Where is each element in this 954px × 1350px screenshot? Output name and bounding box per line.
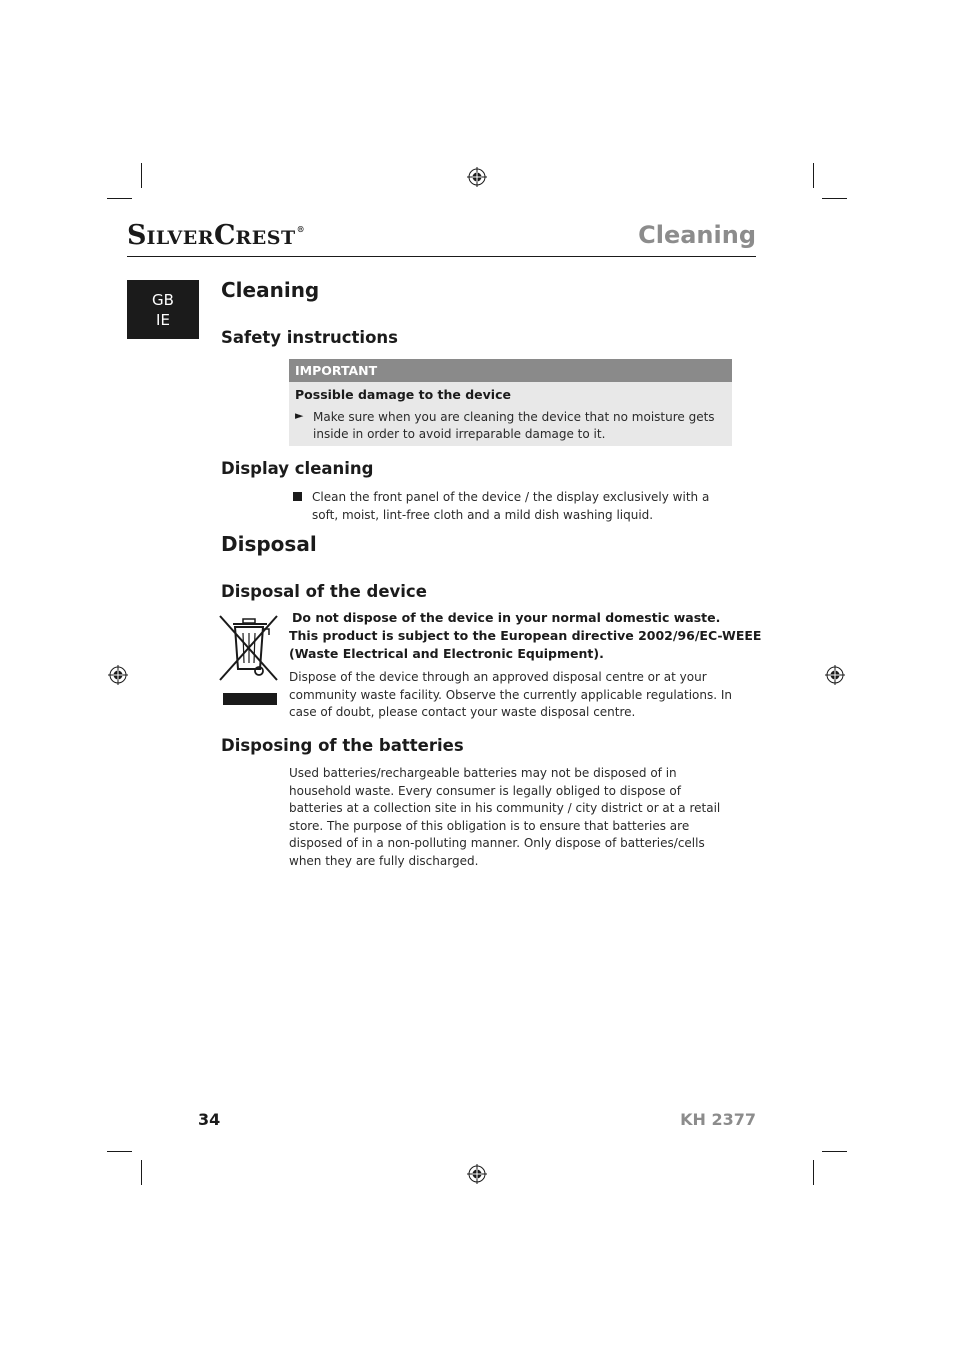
crop-mark	[107, 198, 132, 199]
display-cleaning-heading: Display cleaning	[221, 459, 374, 478]
logo-letters: ILVER	[146, 227, 215, 249]
model-number: KH 2377	[680, 1110, 756, 1129]
header-section-title: Cleaning	[638, 221, 756, 249]
display-cleaning-text: Clean the front panel of the device / the display exclusively with a soft, moist, lint-free cloth and a mild dish washing liquid.	[312, 490, 710, 522]
disposal-warning-line: Do not dispose of the device in your normal domestic waste.	[292, 610, 721, 625]
cleaning-title: Cleaning	[221, 278, 320, 302]
logo-letter: C	[214, 220, 236, 251]
registration-mark-icon	[108, 665, 128, 685]
disposal-directive-line: This product is subject to the European directive 2002/96/EC-WEEE	[289, 628, 762, 643]
brand-logo	[127, 220, 305, 251]
disposal-batteries-text: Used batteries/rechargeable batteries may not be disposed of in household waste. Every consumer is legally obliged to dispose of batteries at a collection site in his community / city district or at a retail store. The purpose of this obligation is to ensure that batteries are disposed of in a non-polluting manner. Only dispose of batteries/cells when they are fully discharged.	[289, 766, 721, 868]
registered-mark: ®	[296, 224, 305, 234]
crop-mark	[822, 1151, 847, 1152]
important-text: Make sure when you are cleaning the device that no moisture gets inside in order to avoid irreparable damage to it.	[313, 410, 715, 441]
square-bullet-icon	[293, 492, 302, 501]
logo-letter: S	[127, 220, 147, 251]
triangle-right-icon: ►	[295, 409, 304, 422]
crossed-out-wheelie-bin-icon	[217, 613, 280, 708]
important-label: IMPORTANT	[289, 359, 732, 382]
important-subtitle: Possible damage to the device	[295, 387, 511, 402]
page-number: 34	[198, 1110, 221, 1129]
crop-mark	[822, 198, 847, 199]
registration-mark-icon	[825, 665, 845, 685]
disposal-batteries-heading: Disposing of the batteries	[221, 736, 464, 755]
logo-letters: REST	[235, 227, 296, 249]
header-divider	[127, 256, 756, 257]
registration-mark-icon	[467, 1164, 487, 1184]
registration-mark-icon	[467, 167, 487, 187]
disposal-directive-line: (Waste Electrical and Electronic Equipment).	[289, 646, 604, 661]
crop-mark	[107, 1151, 132, 1152]
crop-mark	[141, 163, 142, 188]
disposal-title: Disposal	[221, 532, 317, 556]
language-code: IE	[156, 311, 170, 329]
crop-mark	[813, 163, 814, 188]
safety-instructions-heading: Safety instructions	[221, 328, 398, 347]
disposal-device-heading: Disposal of the device	[221, 582, 427, 601]
disposal-device-text: Dispose of the device through an approved disposal centre or at your community waste facility. Observe the currently applicable regulations. In case of doubt, please contact your waste disposal centre.	[289, 670, 733, 719]
crop-mark	[141, 1160, 142, 1185]
language-code: GB	[152, 291, 174, 309]
language-tab	[127, 280, 199, 339]
crop-mark	[813, 1160, 814, 1185]
